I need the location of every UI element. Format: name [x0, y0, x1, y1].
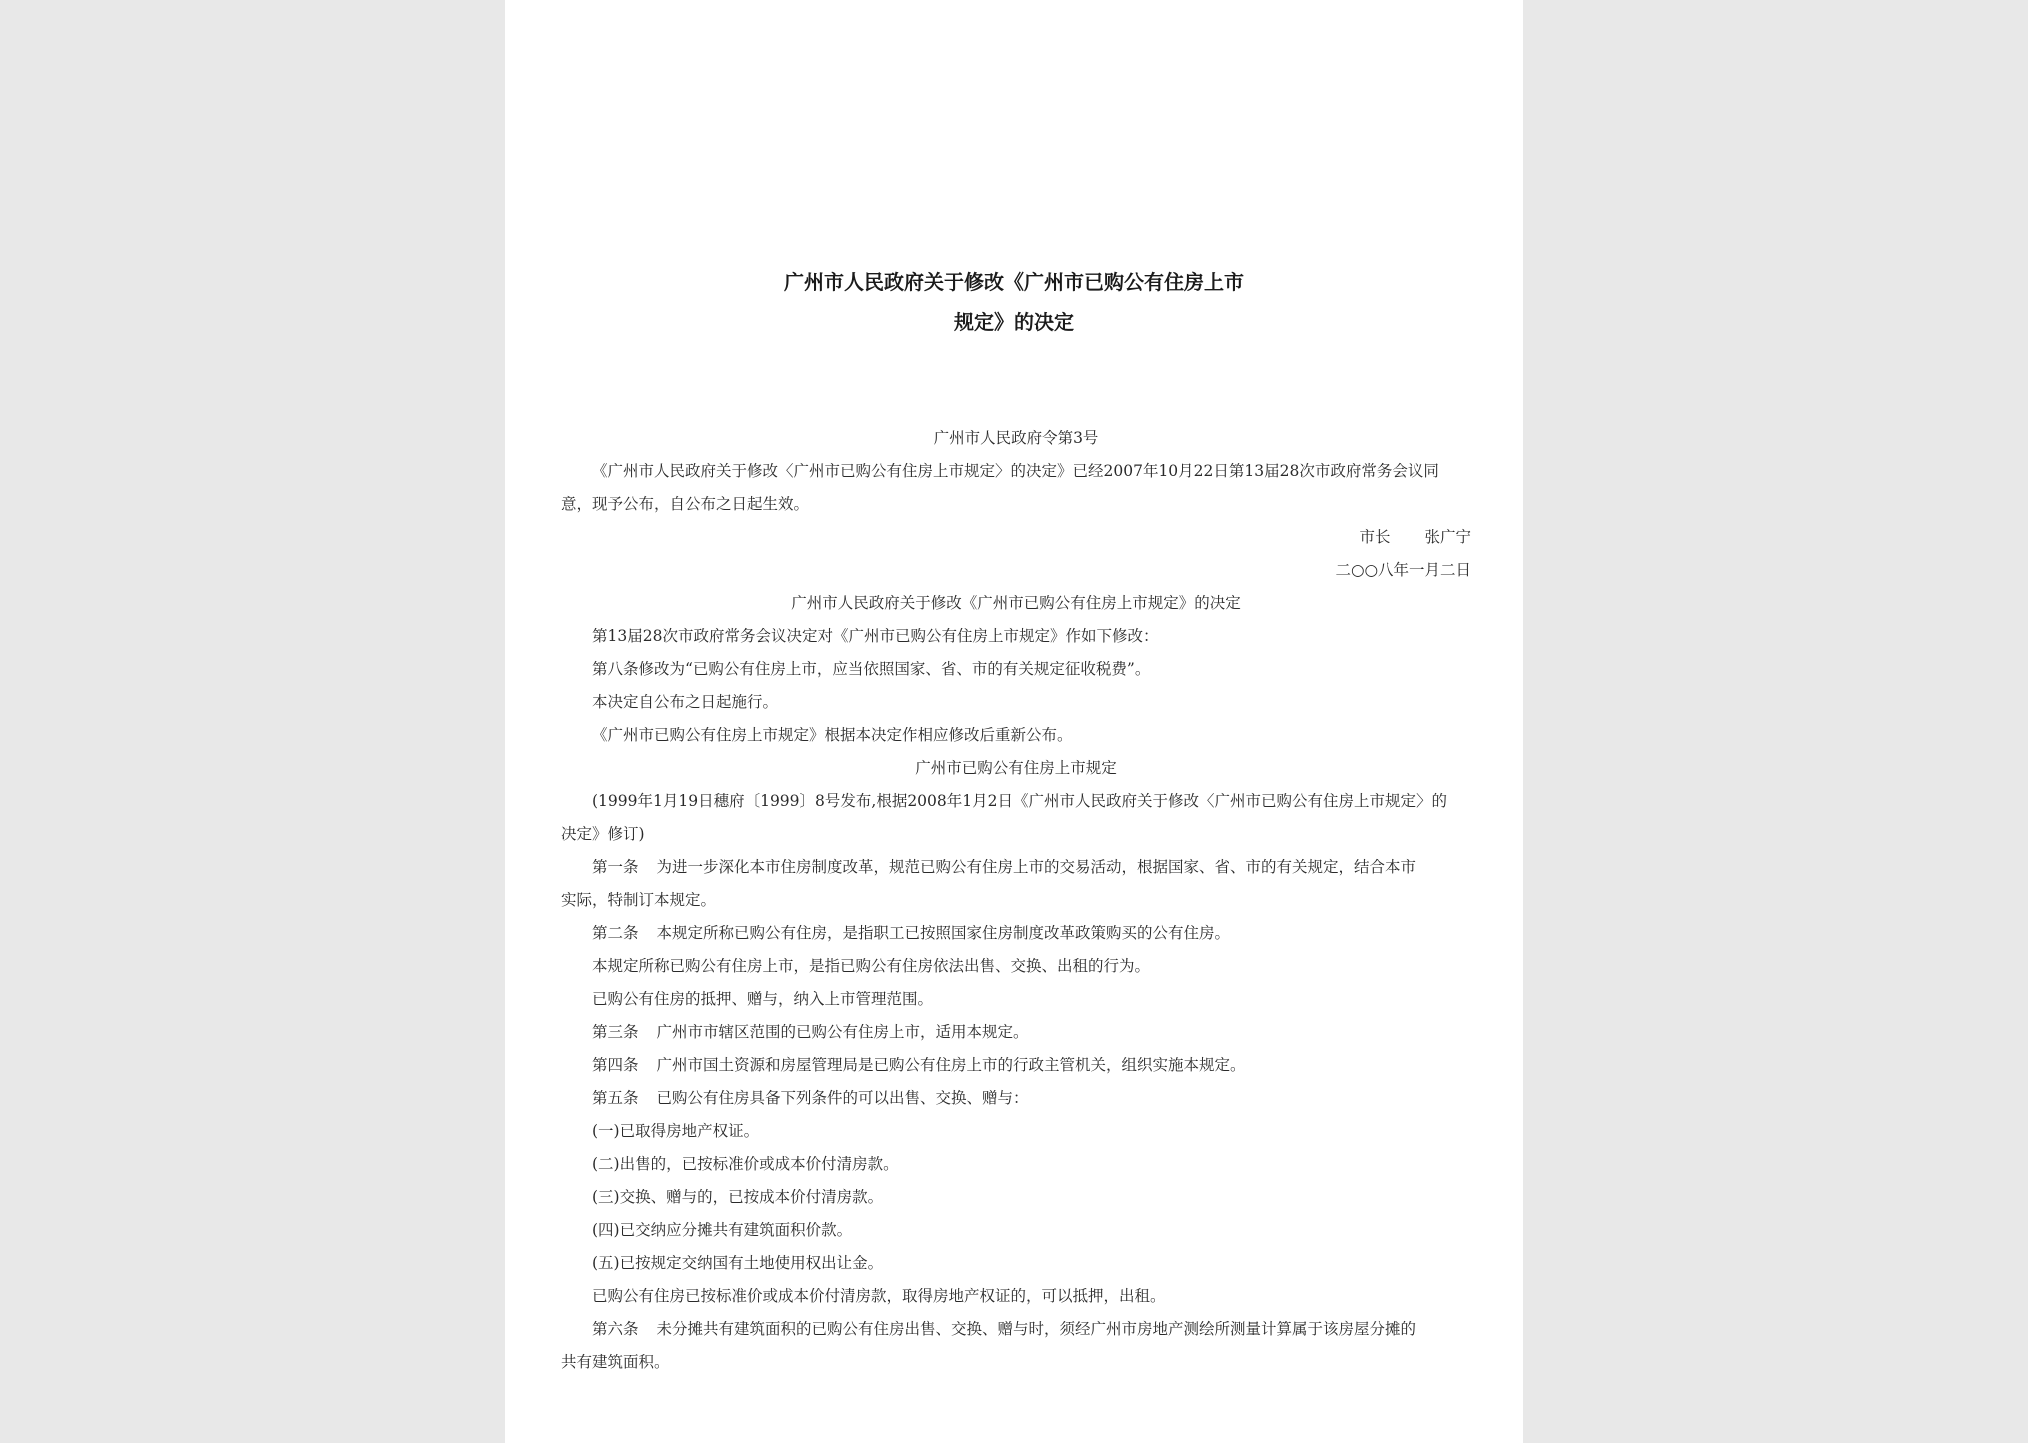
decision-paragraph: 本决定自公布之日起施行。	[592, 693, 779, 711]
list-item: (一)已取得房地产权证。	[592, 1122, 760, 1140]
decision-heading: 广州市人民政府关于修改《广州市已购公有住房上市规定》的决定	[791, 594, 1241, 612]
article-2: 第二条 本规定所称已购公有住房，是指职工已按照国家住房制度改革政策购买的公有住房。	[592, 924, 1231, 942]
article-label: 第一条	[592, 858, 639, 876]
article-label: 第二条	[592, 924, 639, 942]
title-line-1: 广州市人民政府关于修改《广州市已购公有住房上市	[784, 270, 1244, 294]
article-label: 第四条	[592, 1056, 639, 1074]
article-5-paragraph: 已购公有住房已按标准价或成本价付清房款，取得房地产权证的，可以抵押，出租。	[592, 1287, 1166, 1305]
article-label: 第五条	[592, 1089, 639, 1107]
document-body	[561, 422, 1471, 1379]
regulation-note-line-1: (1999年1月19日穗府〔1999〕8号发布,根据2008年1月2日《广州市人民政府关于修改〈广州市已购公有住房上市规定〉的	[592, 792, 1447, 810]
article-5: 第五条 已购公有住房具备下列条件的可以出售、交换、赠与：	[592, 1089, 1029, 1107]
document-title	[505, 262, 1523, 342]
article-4: 第四条 广州市国土资源和房屋管理局是已购公有住房上市的行政主管机关，组织实施本规定。	[592, 1056, 1246, 1074]
intro-line-1: 《广州市人民政府关于修改〈广州市已购公有住房上市规定〉的决定》已经2007年10月22日第13届28次市政府常务会议同	[592, 462, 1439, 480]
list-item: (二)出售的，已按标准价或成本价付清房款。	[592, 1155, 899, 1173]
article-2-paragraph: 本规定所称已购公有住房上市，是指已购公有住房依法出售、交换、出租的行为。	[592, 957, 1151, 975]
intro-line-2: 意，现予公布，自公布之日起生效。	[561, 495, 810, 513]
article-6-line-2: 共有建筑面积。	[561, 1353, 670, 1371]
signature-line	[561, 521, 1471, 554]
list-item: (四)已交纳应分摊共有建筑面积价款。	[592, 1221, 853, 1239]
article-6-line-1: 第六条 未分摊共有建筑面积的已购公有住房出售、交换、赠与时，须经广州市房地产测绘所测量计算属于该房屋分摊的	[592, 1320, 1417, 1338]
regulation-heading: 广州市已购公有住房上市规定	[915, 759, 1117, 777]
article-label: 第六条	[592, 1320, 639, 1338]
order-number: 广州市人民政府令第3号	[933, 429, 1099, 447]
list-item: (三)交换、赠与的，已按成本价付清房款。	[592, 1188, 884, 1206]
title-line-2: 规定》的决定	[954, 310, 1074, 334]
sign-date: 二○○八年一月二日	[1335, 561, 1471, 579]
decision-paragraph: 《广州市已购公有住房上市规定》根据本决定作相应修改后重新公布。	[592, 726, 1073, 744]
article-1-line-1: 第一条 为进一步深化本市住房制度改革，规范已购公有住房上市的交易活动，根据国家、省、市的有关规定，结合本市	[592, 858, 1417, 876]
signer-title: 市长	[1359, 528, 1391, 546]
article-2-paragraph: 已购公有住房的抵押、赠与，纳入上市管理范围。	[592, 990, 934, 1008]
signer-name: 张广宁	[1424, 528, 1471, 546]
decision-paragraph: 第八条修改为“已购公有住房上市，应当依照国家、省、市的有关规定征收税费”。	[592, 660, 1151, 678]
regulation-note-line-2: 决定》修订)	[561, 825, 645, 843]
decision-paragraph: 第13届28次市政府常务会议决定对《广州市已购公有住房上市规定》作如下修改：	[592, 627, 1159, 645]
article-3: 第三条 广州市市辖区范围的已购公有住房上市，适用本规定。	[592, 1023, 1029, 1041]
document-page	[505, 0, 1523, 1443]
article-label: 第三条	[592, 1023, 639, 1041]
list-item: (五)已按规定交纳国有土地使用权出让金。	[592, 1254, 884, 1272]
article-1-line-2: 实际，特制订本规定。	[561, 891, 717, 909]
